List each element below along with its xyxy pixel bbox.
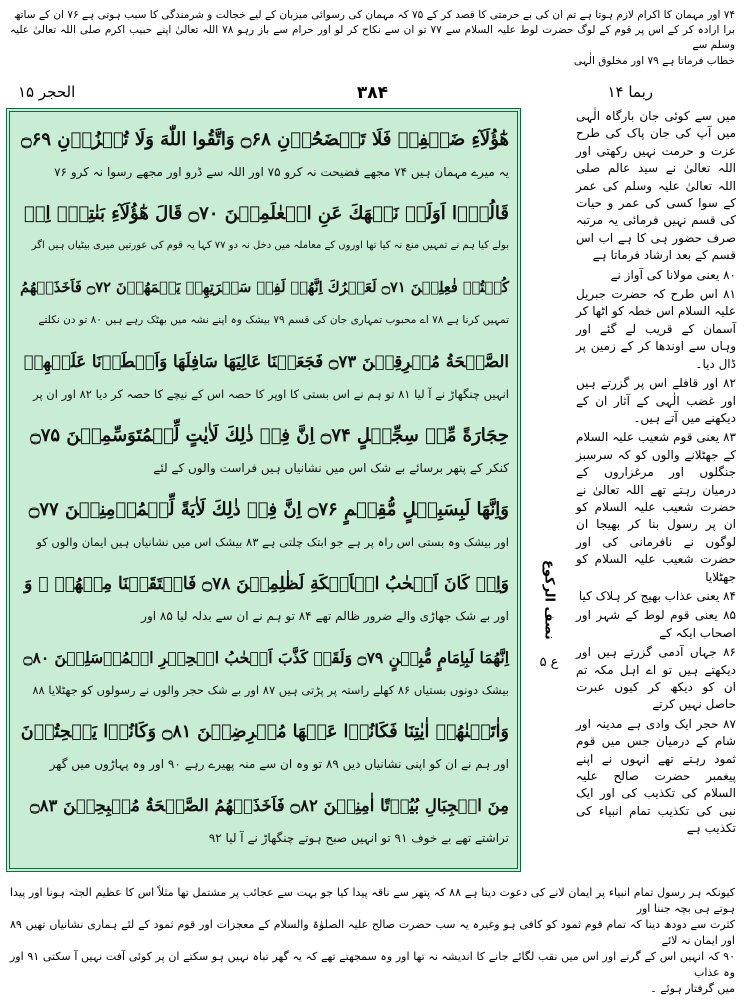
translation-line: اور بیشک وہ بستی اس راہ پر ہے جو ابتک چلتی ہے ۸۳ بیشک اس میں نشانیاں ہیں ایمان والوں کو bbox=[36, 535, 509, 549]
top-commentary-line: ۷۴ اور مہمان کا اکرام لازم ہوتا ہے تم ان کی بے حرمتی کا قصد کر کے ۷۵ کہ مہمان کی رسوائی میزبان کے لیے خجالت و شرمندگی کا سبب ہوتی ہے ۷۶ ان کے ساتھ bbox=[13, 9, 735, 21]
arabic-verse-line: مِنَ الۡجِبَالِ بُيُوۡتًا اٰمِنِيۡنَ ۝۸۲ فَاَخَذَتۡهُمُ الصَّيۡحَةُ مُصۡبِحِيۡنَ ۝۸۳ bbox=[30, 796, 509, 815]
translation-line: انہیں چنگھاڑ نے آ لیا ۸۱ تو ہم نے اس بستی کا اوپر کا حصہ اس کے نیچے کا حصہ کر دیا ۸۲ اور ان پر bbox=[33, 387, 509, 401]
page-number: ۳۸۴ bbox=[356, 83, 389, 103]
rukuh-count: ع ۵ bbox=[539, 654, 559, 670]
translation-line: تمہیں کرنا ہے ۷۸ اے محبوب تمہاری جان کی قسم ۷۹ بیشک وہ اپنے نشہ میں بھٹک رہے ہیں ۸۰ تو دن نکلتے bbox=[38, 314, 509, 326]
translation-line: کنکر کے پتھر برسائے بے شک اس میں نشانیاں ہیں فراست والوں کے لئے bbox=[153, 461, 509, 475]
arabic-verse-line: كُنۡتُمۡ فٰعِلِيۡنَ ۝۷۱ لَعَمۡرُكَ اِنَّهُمۡ لَفِىۡ سَكۡرَتِهِمۡ يَعۡمَهُوۡنَ ۝۷۲ فَاَخَذَتۡهُمُ bbox=[20, 279, 509, 296]
translation-line: یہ میرے مہمان ہیں ۷۴ مجھے فضیحت نہ کرو ۷۵ اور اللہ سے ڈرو اور مجھے رسوا نہ کرو ۷۶ bbox=[54, 165, 509, 179]
verse-panel bbox=[6, 108, 521, 872]
translation-line: اور بے شک جھاڑی والے ضرور ظالم تھے ۸۴ تو ہم نے ان سے بدلہ لیا ۸۵ اور bbox=[141, 609, 509, 623]
arabic-verse-line: وَاِنۡ كَانَ اَصۡحٰبُ الۡاَيۡكَةِ لَظٰلِمِيۡنَ ۝۷۸ فَانۡتَقَمۡنَا مِنۡهُمۡ ۘ وَ bbox=[24, 574, 509, 594]
side-note: ۸۴ یعنی عذاب بھیج کر ہلاک کیا bbox=[578, 588, 736, 603]
arabic-verse-line: قَالُوۡٓا اَوَلَمۡ نَنۡهَكَ عَنِ الۡعٰلَمِيۡنَ ۝۷۰ قَالَ هٰٓؤُلَآءِ بَنٰتِىۡٓ اِنۡ bbox=[23, 203, 509, 224]
bottom-commentary-line: کیونکہ ہر رسول تمام انبیاء پر ایمان لانے کی دعوت دیتا ہے ۸۸ کہ پتھر سے ناقہ پیدا کیا جو بہت سے عجائب پر مشتمل تھا مثلاً اس کا عظیم الجثہ ہونا اور پیدا ہوتے ہی بچہ جننا اور bbox=[10, 886, 736, 915]
arabic-verse-line: حِجَارَةً مِّنۡ سِجِّيۡلٍ ۝۷۴ اِنَّ فِىۡ ذٰلِكَ لَاٰيٰتٍ لِّلۡمُتَوَسِّمِيۡنَ ۝۷۵ bbox=[30, 425, 509, 446]
juz-label: ربما ۱۴ bbox=[607, 83, 653, 101]
side-note: ۸۶ جہاں آدمی گزرتے ہیں اور دیکھتے ہیں تو اے اہل مکہ تم ان کو دیکھ کر کیوں عبرت حاصل نہیں کرتے bbox=[576, 645, 736, 712]
side-commentary bbox=[576, 108, 736, 878]
side-note: ۸۱ اس طرح کہ حضرت جبریل علیہ السلام اس خطہ کو اٹھا کر آسمان کے قریب لے گئے اور وہاں سے اوندھا کر کے زمین پر ڈال دیا۔ bbox=[576, 287, 736, 371]
side-note: ۸۰ یعنی مولانا کی آواز نے bbox=[610, 267, 736, 282]
top-commentary bbox=[10, 8, 735, 69]
top-commentary-line: خطاب فرماتا ہے ۷۹ اور مخلوق الٰہی bbox=[573, 54, 735, 67]
translation-line: تراشتے تھے بے خوف ۹۱ تو انہیں صبح ہوتے چنگھاڑ نے آ لیا ۹۲ bbox=[208, 831, 509, 845]
bottom-commentary-line: میں گرفتار ہوئے ۔ bbox=[650, 981, 735, 995]
surah-label: الحجر ۱۵ bbox=[18, 83, 76, 101]
page-header bbox=[10, 83, 735, 105]
side-note: ۸۵ یعنی قوم لوط کے شہر اور اصحاب ایکہ کے bbox=[576, 608, 736, 640]
side-note: ۸۷ حجر ایک وادی ہے مدینہ اور شام کے درمیان جس میں قوم ثمود رہتے تھے انہوں نے اپنے پیغمبر حضرت صالح علیہ السلام کی تکذیب کی اور ایک نبی کی تکذیب تمام انبیاء کی تکذیب ہے bbox=[576, 716, 736, 836]
side-note: میں سے کوئی جان بارگاہ الٰہی میں آپ کی جان پاک کی طرح عزت و حرمت نہیں رکھتی اور اللہ تعالیٰ نے سید عالم صلی اللہ تعالیٰ علیہ وسلم کی عمر کے سوا کسی کی عمر و حیات کی قسم نہیں فرمائی یہ مرتبہ صرف حضور ہی کا ہے اب اس قسم کے بعد ارشاد فرماتا ہے bbox=[576, 109, 736, 263]
arabic-verse-line: اِنَّهُمَا لَبِاِمَامٍ مُّبِيۡنٍ ۝۷۹ وَلَقَدۡ كَذَّبَ اَصۡحٰبُ الۡحِجۡرِ الۡمُرۡسَلِيۡنَ ۝۸۰ bbox=[23, 648, 509, 667]
top-commentary-line: برا ارادہ کر کے اس پر قوم کے لوگ حضرت لوط علیہ السلام سے ۷۷ تو ان سے نکاح کر لو اور حرام سے باز رہو ۷۸ اللہ تعالیٰ اپنے حبیب اکرم صلی اللہ تعالیٰ علیہ وسلم سے bbox=[10, 24, 735, 52]
side-note: ۸۲ اور قافلے اس پر گزرتے ہیں اور غضب الٰہی کے آثار ان کے دیکھنے میں آتے ہیں۔ bbox=[576, 376, 736, 425]
bottom-commentary bbox=[10, 885, 735, 997]
arabic-verse-line: وَاِنَّهَا لَبِسَبِيۡلٍ مُّقِيۡمٍ ۝۷۶ اِنَّ فِىۡ ذٰلِكَ لَاٰيَةً لِّلۡمُؤۡمِنِيۡنَ ۝۷۷ bbox=[28, 499, 509, 520]
bottom-commentary-line: ۹۰ کہ انہیں اس کے گرنے اور اس میں نقب لگائے جانے کا اندیشہ نہ تھا اور وہ سمجھتے تھے کہ یہ گھر تباہ نہیں ہو سکتے ان پر کوئی آفت نہیں آ سکتی ۹۱ اور وہ عذاب bbox=[10, 949, 735, 979]
translation-line: بولے کیا ہم نے تمہیں منع نہ کیا تھا اوروں کے معاملہ میں دخل نہ دو ۷۷ کہا یہ قوم کی عورتیں میری بیٹیاں ہیں اگر bbox=[31, 240, 509, 251]
rukuh-marker bbox=[527, 560, 571, 740]
rukuh-title: نصف الرکوع bbox=[541, 560, 557, 640]
bottom-commentary-line: کثرت سے دودھ دینا کہ تمام قوم ثمود کو کافی ہو وغیرہ یہ سب حضرت صالح علیہ الصلوٰۃ والسلام کے معجزات اور قوم ثمود کے لئے ہماری نشانیاں تھیں ۸۹ اور ایمان نہ لائے bbox=[10, 917, 735, 947]
arabic-verse-line: الصَّيۡحَةُ مُشۡرِقِيۡنَ ۝۷۳ فَجَعَلۡنَا عَالِيَهَا سَافِلَهَا وَاَمۡطَرۡنَا عَلَيۡهِمۡ bbox=[23, 352, 509, 371]
translation-line: اور ہم نے ان کو اپنی نشانیاں دیں ۸۹ تو وہ ان سے منہ پھیرے رہے ۹۰ اور وہ پہاڑوں میں گھر bbox=[49, 757, 509, 771]
side-note: ۸۳ یعنی قوم شعیب علیہ السلام کے جھٹلانے والوں کو کہ سرسبز جنگلوں اور مرغزاروں کے درمیان رہتے تھے اللہ تعالیٰ نے حضرت شعیب علیہ السلام کو ان پر رسول بنا کر بھیجا ان لوگوں نے نافرمانی کی اور حضرت شعیب علیہ السلام کو جھٹلایا bbox=[576, 430, 736, 584]
arabic-verse-line: وَاٰتَيۡنٰهُمۡ اٰيٰتِنَا فَكَانُوۡا عَنۡهَا مُعۡرِضِيۡنَ ۝۸۱ وَكَانُوۡا يَنۡحِتُوۡنَ bbox=[20, 722, 509, 742]
arabic-verse-line: هٰٓؤُلَآءِ ضَيۡفِىۡ فَلَا تَفۡضَحُوۡنِ ۝۶۸ وَاتَّقُوا اللّٰهَ وَلَا تُخۡزُوۡنِ ۝۶۹ bbox=[21, 129, 509, 150]
translation-line: بیشک دونوں بستیاں ۸۶ کھلے راستہ پر پڑتی ہیں ۸۷ اور بے شک حجر والوں نے رسولوں کو جھٹلایا ۸۸ bbox=[32, 683, 509, 697]
